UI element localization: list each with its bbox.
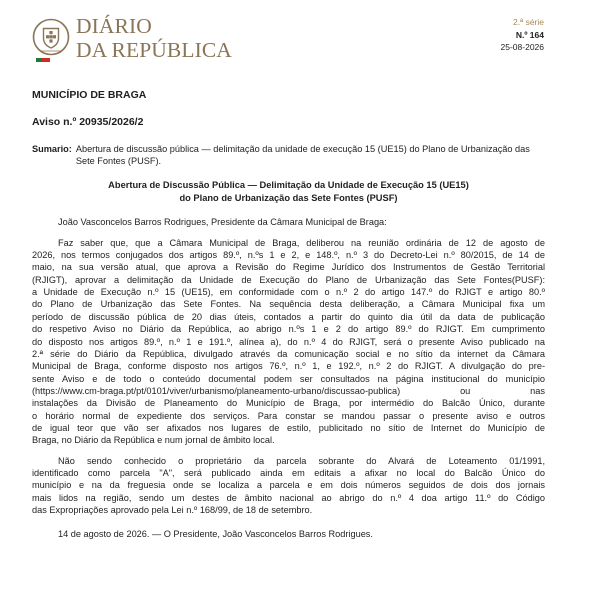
paragraph-line: das Expropriações aprovado pela Lei n.º 168/99, de 18 de setembro. xyxy=(32,504,313,515)
paragraph-line: (RJIGT), aprovar a delimitação da Unidade de Execução do Plano de Urbanização das Sete Fontes(PUSF): xyxy=(32,274,545,285)
publication-date: 25-08-2026 xyxy=(500,42,544,52)
main-paragraph xyxy=(32,237,545,447)
paragraph-line: do Plano de Urbanização das Sete Fontes. Na sequência desta deliberação, a Câmara Municipal fixa um xyxy=(32,299,545,310)
paragraph-line: o horário normal de expediente dos serviços. Para constar se mandou passar o presente aviso e outros xyxy=(32,410,545,421)
paragraph-line: (https://www.cm-braga.pt/pt/0101/viver/urbanismo/planeamento-urbano/discussao-publica) ou nas xyxy=(32,385,545,396)
signature-paragraph: 14 de agosto de 2026. — O Presidente, João Vasconcelos Barros Rodrigues. xyxy=(58,529,373,540)
brand-line-2: DA REPÚBLICA xyxy=(76,38,232,62)
portuguese-flag-icon xyxy=(36,58,50,62)
paragraph-line: Não sendo conhecido o proprietário da parcela sobrante do Alvará de Loteamento 01/1991, xyxy=(58,455,545,466)
portuguese-coat-of-arms-icon xyxy=(31,17,71,57)
publication-meta xyxy=(501,16,544,54)
paragraph-line: município e na da freguesia onde se localiza a parcela e em dois números seguidos de dois dos jornais xyxy=(32,480,545,491)
summary xyxy=(32,143,545,167)
notice-title xyxy=(32,179,545,204)
series-label: 2.ª série xyxy=(512,17,544,27)
paragraph-line: Faz saber que, que a Câmara Municipal de Braga, deliberou na reunião ordinária de 12 de agosto de xyxy=(58,237,545,248)
paragraph-line: a Unidade de Execução n.º 15 (UE15), em conformidade com o n.º 2 do artigo 147.º do RJIGT e artigo 80.º xyxy=(32,287,545,298)
paragraph-line: período de discussão pública de 20 dias úteis, contados a partir do quinto dia útil da data de publicação xyxy=(32,311,545,322)
publication-header xyxy=(0,0,595,78)
paragraph-line: mais lidos na região, sendo um destes de âmbito nacional ao abrigo do n.º 4 doa artigo 11.º do Código xyxy=(32,492,545,503)
paragraph-line: maio, na sua versão atual, que aprova a Revisão do Regime Jurídico dos Instrumentos de Gestão Territorial xyxy=(32,262,545,273)
summary-text: Abertura de discussão pública — delimitação da unidade de execução 15 (UE15) do Plano de Urbanização das Sete Fontes (PUSF). xyxy=(75,144,530,167)
paragraph-line: identificado como parcela "A", será publicado ainda em editais a afixar no local do Balcão Único do xyxy=(32,467,545,478)
notice-title-line-2: do Plano de Urbanização das Sete Fontes (PUSF) xyxy=(179,192,398,203)
summary-label: Sumario: xyxy=(32,144,72,154)
paragraph-line: do respetivo Aviso no Diário da República, ao abrigo n.ºs 1 e 2 do artigo 89.º do RJIGT. Em cumprimento xyxy=(32,324,545,335)
paragraph-line: Braga, no Diário da República e num jornal de âmbito local. xyxy=(32,435,275,446)
document-body xyxy=(32,89,545,549)
notice-title-line-1: Abertura de Discussão Pública — Delimitação da Unidade de Execução 15 (UE15) xyxy=(108,180,469,191)
publication-brand xyxy=(76,14,232,62)
brand-line-1: DIÁRIO xyxy=(76,14,152,38)
notice-number: Aviso n.º 20935/2026/2 xyxy=(32,116,144,128)
paragraph-line: sente Aviso e de todo o conteúdo documental podem ser consultados na página institucional do município xyxy=(32,373,545,384)
intro-paragraph: João Vasconcelos Barros Rodrigues, Presidente da Câmara Municipal de Braga: xyxy=(58,217,387,228)
owner-paragraph xyxy=(32,455,545,517)
issue-number: N.º 164 xyxy=(515,29,544,40)
organization-heading: MUNICÍPIO DE BRAGA xyxy=(32,89,147,101)
paragraph-line: Municipal de Braga, conforme disposto nos artigos 76.º, n.º 1, e 192.º, n.º 2 do RJIGT. A divulgação do pre- xyxy=(32,361,545,372)
paragraph-line: instalações da Divisão de Planeamento do Município de Braga, por intermédio do Balcão Único, durante xyxy=(32,398,545,409)
paragraph-line: 2026, nos termos conjugados dos artigos 89.º, n.ºs 1 e 2, e 148.º, n.º 3 do Decreto-Lei n.º 80/2015, de 14 de xyxy=(32,250,545,261)
paragraph-line: do disposto nos artigos 89.º, n.º 1 e 191.º, alínea a), do n.º 4 do RJIGT, será o presente Aviso publicado na xyxy=(32,336,545,347)
paragraph-line: de igual teor que vão ser afixados nos lugares de estilo, publicitado no sítio de Internet do Município de xyxy=(32,422,545,433)
paragraph-line: 2.ª série do Diário da República, divulgado através da comunicação social e no sítio da internet da Câmara xyxy=(32,348,545,359)
